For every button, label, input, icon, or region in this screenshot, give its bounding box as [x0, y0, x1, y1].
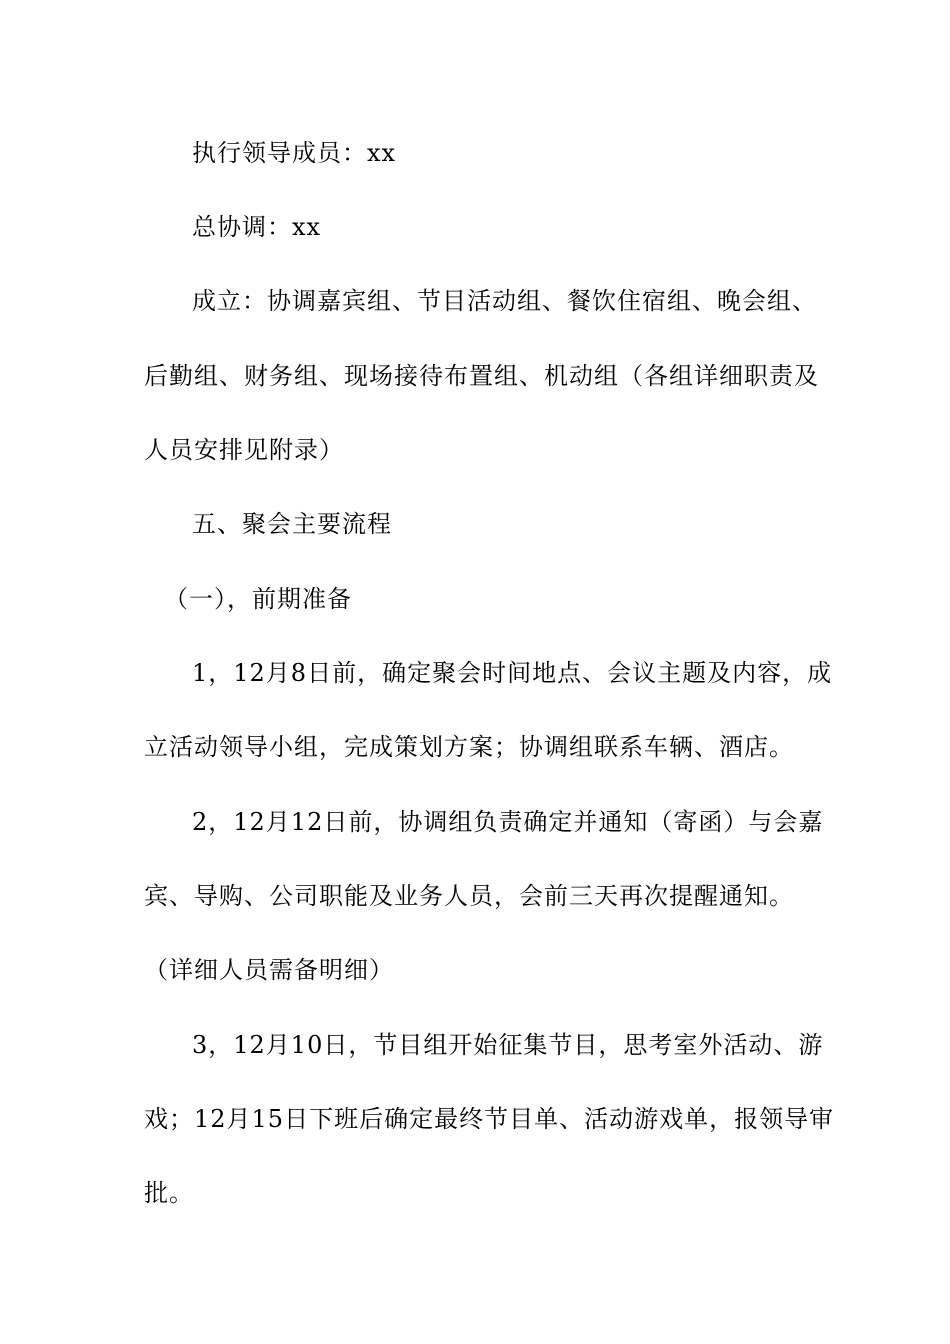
- chief-coordinator-line: 总协调：xx: [192, 213, 322, 241]
- step-2-line-1: 2，12月12日前，协调组负责确定并通知（寄函）与会嘉: [192, 808, 824, 836]
- step-2-line-2: 宾、导购、公司职能及业务人员，会前三天再次提醒通知。: [144, 882, 794, 910]
- step-3-line-2: 戏；12月15日下班后确定最终节目单、活动游戏单，报领导审: [144, 1105, 835, 1133]
- subsection-heading-preparation: （一），前期准备: [164, 585, 352, 613]
- step-2-note: （详细人员需备明细）: [144, 956, 394, 984]
- section-heading-main-process: 五、聚会主要流程: [192, 510, 392, 538]
- groups-established-line-1: 成立：协调嘉宾组、节目活动组、餐饮住宿组、晚会组、: [192, 287, 817, 315]
- step-3-line-3: 批。: [144, 1179, 194, 1207]
- step-3-line-1: 3，12月10日，节目组开始征集节目，思考室外活动、游: [192, 1031, 824, 1059]
- step-1-line-1: 1，12月8日前，确定聚会时间地点、会议主题及内容，成: [192, 659, 833, 687]
- groups-established-line-2: 后勤组、财务组、现场接待布置组、机动组（各组详细职责及: [144, 362, 819, 390]
- step-1-line-2: 立活动领导小组，完成策划方案；协调组联系车辆、酒店。: [144, 733, 794, 761]
- groups-established-line-3: 人员安排见附录）: [144, 436, 344, 464]
- executive-members-line: 执行领导成员：xx: [192, 139, 397, 167]
